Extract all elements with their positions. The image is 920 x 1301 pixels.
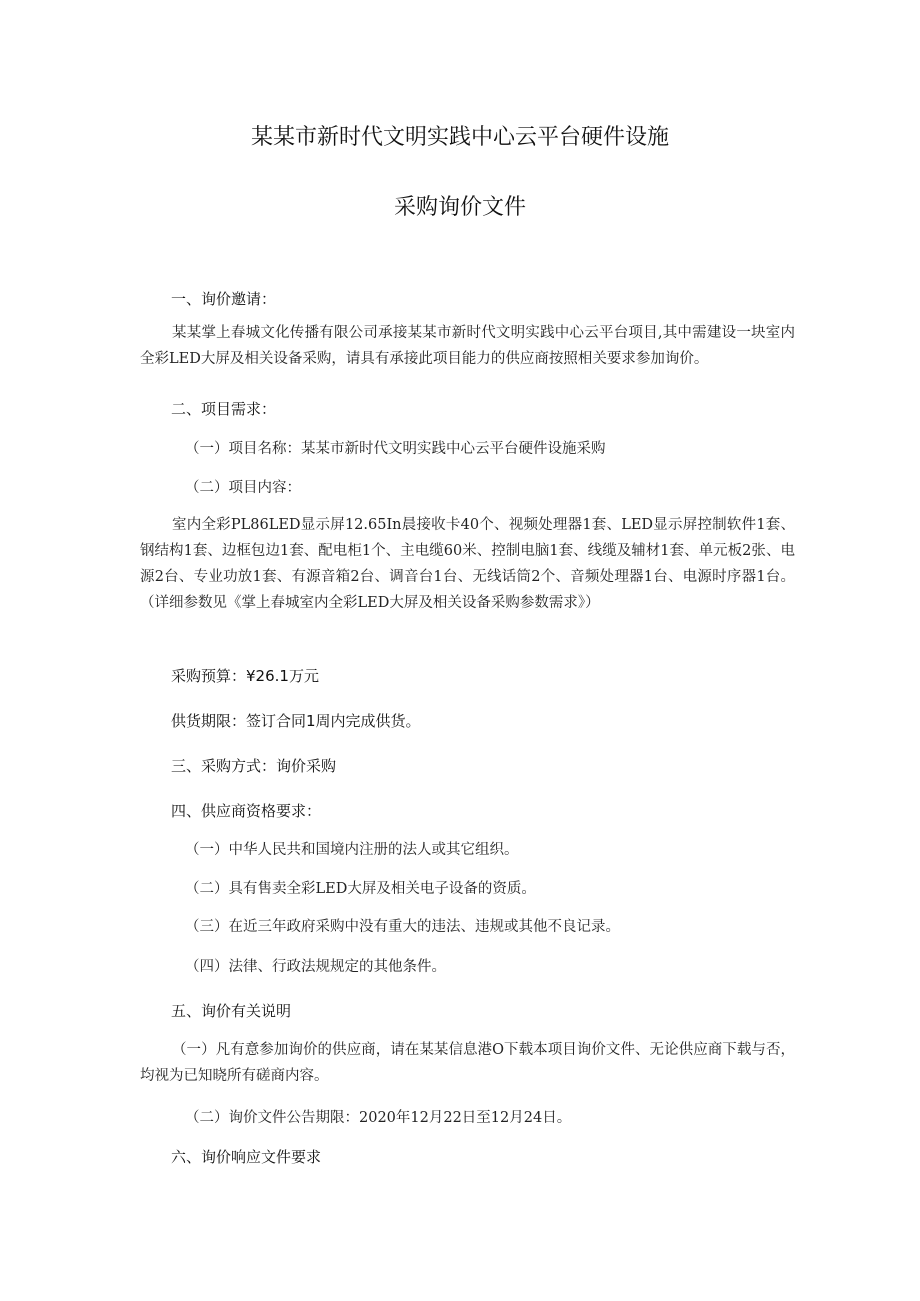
section-3-heading: 三、采购方式： <box>171 757 277 775</box>
project-content-label: （二）项目内容： <box>185 480 301 496</box>
inquiry-note-1: （一）凡有意参加询价的供应商，请在某某信息港O下载本项目询价文件、无论供应商下载与否，均视为已知晓所有磋商内容。 <box>140 1042 795 1084</box>
document-title-line1: 某某市新时代文明实践中心云平台硬件设施 <box>250 125 669 150</box>
budget-line: 采购预算：¥26.1万元 <box>171 667 319 685</box>
project-content-paragraph: 室内全彩PL86LED显示屏12.65In晨接收卡40个、视频处理器1套、LED显示屏控制软件1套、钢结构1套、边框包边1套、配电柜1个、主电缆60米、控制电脑1套、线缆及辅材1套、单元板2张、电源2台、专业功放1套、有源音箱2台、调音台1台、无线话筒2个、音频处理器1台、电源时序器1台。（详细参数见《掌上春城室内全彩LED大屏及相关设备采购参数需求》） <box>140 517 795 611</box>
qualification-item: （一）中华人民共和国境内注册的法人或其它组织。 <box>185 842 519 858</box>
project-name-item: （一）项目名称：某某市新时代文明实践中心云平台硬件设施采购 <box>185 441 606 457</box>
qualification-item: （三）在近三年政府采购中没有重大的违法、违规或其他不良记录。 <box>185 919 620 935</box>
section-4-heading: 四、供应商资格要求： <box>171 802 322 820</box>
qualification-item: （二）具有售卖全彩LED大屏及相关电子设备的资质。 <box>185 881 536 897</box>
inquiry-note-2: （二）询价文件公告期限：2020年12月22日至12月24日。 <box>185 1110 572 1126</box>
section-5-heading: 五、询价有关说明 <box>171 1002 292 1020</box>
document-title-line2: 采购询价文件 <box>393 195 526 220</box>
qualification-item: （四）法律、行政法规规定的其他条件。 <box>185 959 446 975</box>
section-2-heading: 二、项目需求： <box>171 400 277 418</box>
procurement-method-value: 询价采购 <box>276 757 337 775</box>
section-3-line <box>171 755 336 776</box>
section-6-heading: 六、询价响应文件要求 <box>171 1148 322 1166</box>
section-1-heading: 一、询价邀请： <box>171 290 277 308</box>
delivery-line: 供货期限：签订合同1周内完成供货。 <box>171 712 421 730</box>
section-1-paragraph: 某某掌上春城文化传播有限公司承接某某市新时代文明实践中心云平台项目,其中需建设一块室内全彩LED大屏及相关设备采购，请具有承接此项目能力的供应商按照相关要求参加询价。 <box>140 325 795 367</box>
